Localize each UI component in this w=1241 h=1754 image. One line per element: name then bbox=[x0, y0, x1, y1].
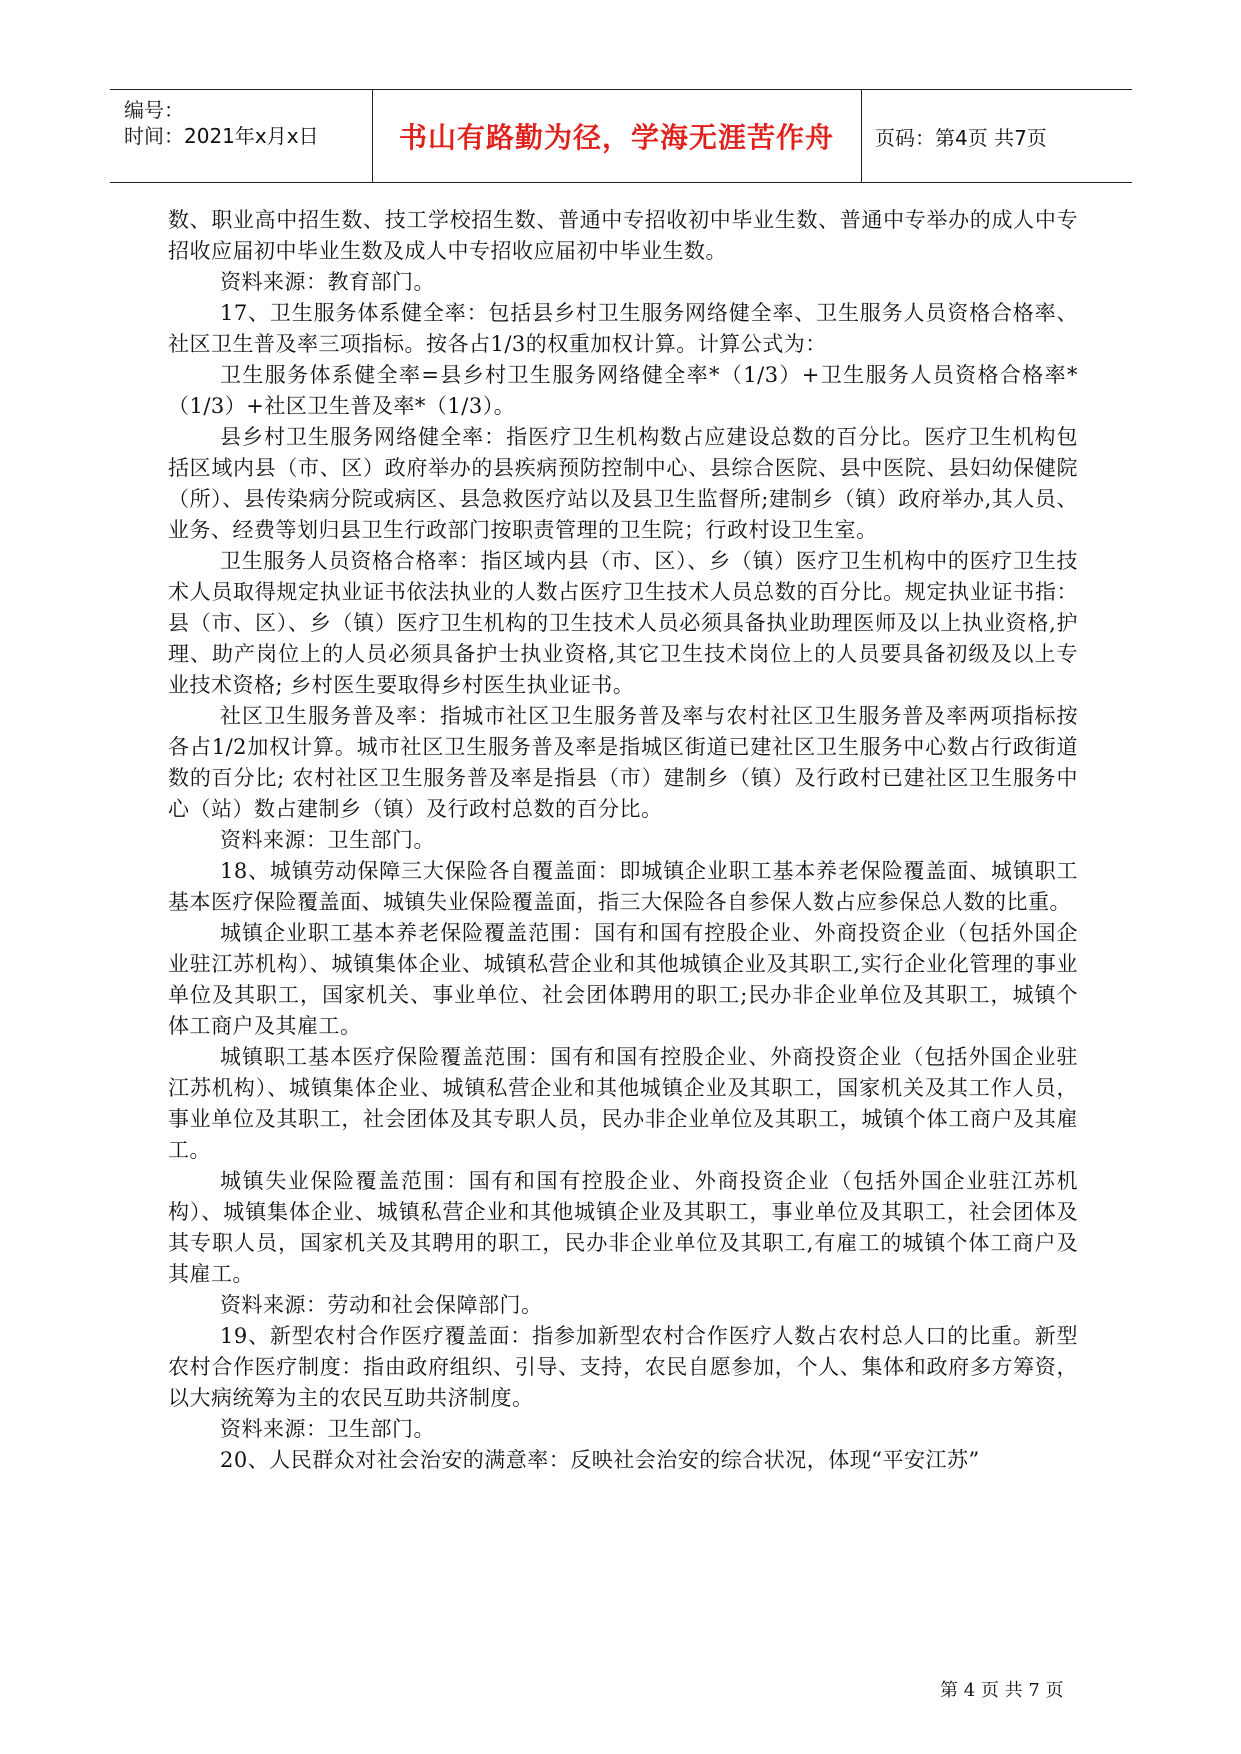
body-paragraph: 社区卫生服务普及率：指城市社区卫生服务普及率与农村社区卫生服务普及率两项指标按各占1/2加权计算。城市社区卫生服务普及率是指城区街道已建社区卫生服务中心数占行政街道数的百分比; 农村社区卫生服务普及率是指县（市）建制乡（镇）及行政村已建社区卫生服务中心（站）数占建制乡（镇）及行政村总数的百分比。 bbox=[168, 704, 1078, 821]
body-paragraph: 数、职业高中招生数、技工学校招生数、普通中专招收初中毕业生数、普通中专举办的成人中专招收应届初中毕业生数及成人中专招收应届初中毕业生数。 bbox=[168, 208, 1078, 263]
header-page-cell bbox=[861, 90, 1132, 182]
body-paragraph: 卫生服务体系健全率=县乡村卫生服务网络健全率*（1/3）+卫生服务人员资格合格率*（1/3）+社区卫生普及率*（1/3）。 bbox=[168, 363, 1078, 418]
body-paragraph: 20、人民群众对社会治安的满意率：反映社会治安的综合状况，体现“平安江苏” bbox=[220, 1448, 980, 1472]
body-paragraph: 城镇职工基本医疗保险覆盖范围：国有和国有控股企业、外商投资企业（包括外国企业驻江苏机构）、城镇集体企业、城镇私营企业和其他城镇企业及其职工，国家机关及其工作人员，事业单位及其职工，社会团体及其专职人员，民办非企业单位及其职工，城镇个体工商户及其雇工。 bbox=[168, 1045, 1078, 1162]
document-time-label: 时间：2021年x月x日 bbox=[124, 124, 319, 148]
body-paragraph: 城镇失业保险覆盖范围：国有和国有控股企业、外商投资企业（包括外国企业驻江苏机构）、城镇集体企业、城镇私营企业和其他城镇企业及其职工，事业单位及其职工，社会团体及其专职人员，国家机关及其聘用的职工，民办非企业单位及其职工,有雇工的城镇个体工商户及其雇工。 bbox=[168, 1169, 1078, 1286]
body-paragraph: 资料来源：教育部门。 bbox=[220, 270, 435, 294]
page-header bbox=[110, 89, 1132, 183]
header-motto-cell bbox=[372, 90, 862, 182]
page-footer: 第 4 页 共 7 页 bbox=[940, 1680, 1064, 1701]
body-paragraph: 县乡村卫生服务网络健全率：指医疗卫生机构数占应建设总数的百分比。医疗卫生机构包括区域内县（市、区）政府举办的县疾病预防控制中心、县综合医院、县中医院、县妇幼保健院（所）、县传染病分院或病区、县急救医疗站以及县卫生监督所;建制乡（镇）政府举办,其人员、业务、经费等划归县卫生行政部门按职责管理的卫生院；行政村设卫生室。 bbox=[168, 425, 1078, 542]
header-meta-cell bbox=[110, 90, 373, 182]
header-motto: 书山有路勤为径，学海无涯苦作舟 bbox=[398, 121, 834, 154]
body-paragraph: 18、城镇劳动保障三大保险各自覆盖面：即城镇企业职工基本养老保险覆盖面、城镇职工基本医疗保险覆盖面、城镇失业保险覆盖面，指三大保险各自参保人数占应参保总人数的比重。 bbox=[168, 859, 1078, 914]
header-page-info: 页码：第4页 共7页 bbox=[875, 125, 1047, 150]
body-paragraph: 卫生服务人员资格合格率：指区域内县（市、区）、乡（镇）医疗卫生机构中的医疗卫生技术人员取得规定执业证书依法执业的人数占医疗卫生技术人员总数的百分比。规定执业证书指：县（市、区）、乡（镇）医疗卫生机构的卫生技术人员必须具备执业助理医师及以上执业资格,护理、助产岗位上的人员必须具备护士执业资格,其它卫生技术岗位上的人员要具备初级及以上专业技术资格; 乡村医生要取得乡村医生执业证书。 bbox=[168, 549, 1078, 697]
body-paragraph: 资料来源：卫生部门。 bbox=[220, 1417, 435, 1441]
body-paragraph: 城镇企业职工基本养老保险覆盖范围：国有和国有控股企业、外商投资企业（包括外国企业驻江苏机构）、城镇集体企业、城镇私营企业和其他城镇企业及其职工,实行企业化管理的事业单位及其职工，国家机关、事业单位、社会团体聘用的职工;民办非企业单位及其职工，城镇个体工商户及其雇工。 bbox=[168, 921, 1078, 1038]
document-number-label: 编号： bbox=[124, 98, 184, 122]
body-paragraph: 19、新型农村合作医疗覆盖面：指参加新型农村合作医疗人数占农村总人口的比重。新型农村合作医疗制度：指由政府组织、引导、支持，农民自愿参加，个人、集体和政府多方筹资，以大病统筹为主的农民互助共济制度。 bbox=[168, 1324, 1078, 1410]
body-paragraph: 17、卫生服务体系健全率：包括县乡村卫生服务网络健全率、卫生服务人员资格合格率、社区卫生普及率三项指标。按各占1/3的权重加权计算。计算公式为： bbox=[168, 301, 1078, 356]
document-body bbox=[168, 205, 1078, 1476]
body-paragraph: 资料来源：劳动和社会保障部门。 bbox=[220, 1293, 543, 1317]
body-paragraph: 资料来源：卫生部门。 bbox=[220, 828, 435, 852]
